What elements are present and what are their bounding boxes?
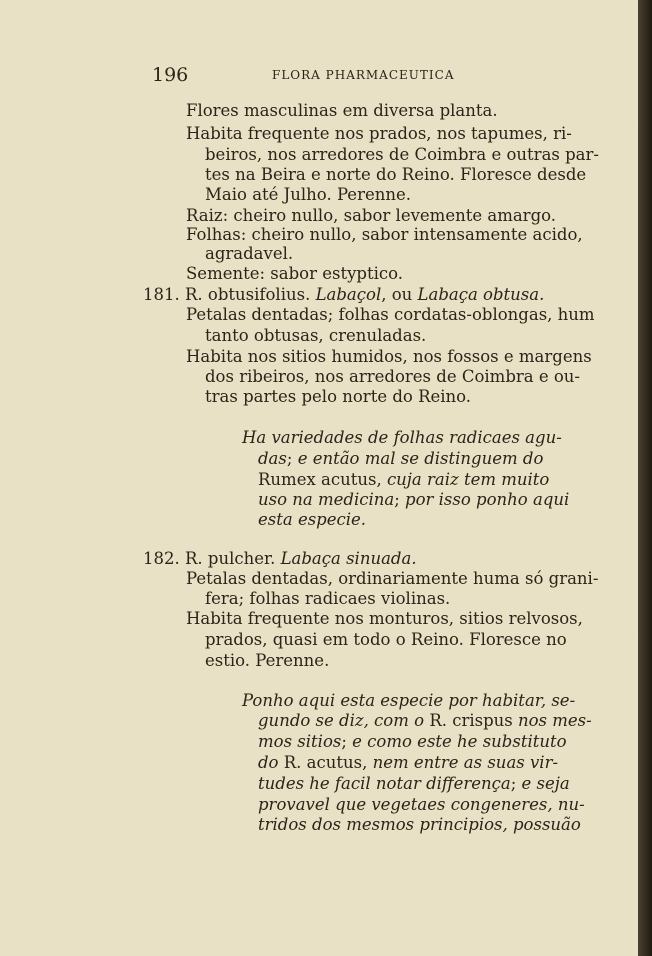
roman-text: dos ribeiros, nos arredores de Coimbra e ou- xyxy=(205,367,580,386)
roman-text: Folhas: cheiro nullo, sabor intensamente acido, xyxy=(186,225,583,244)
roman-text: tanto obtusas, crenuladas. xyxy=(205,326,427,345)
italic-text: cuja raiz tem muito xyxy=(386,470,550,489)
roman-text: Petalas dentadas; folhas cordatas-oblongas, hum xyxy=(186,305,595,324)
text-line xyxy=(258,490,569,510)
text-line xyxy=(205,165,586,185)
italic-text: mos sitios xyxy=(258,732,342,751)
roman-text: Habita nos sitios humidos, nos fossos e margens xyxy=(186,347,592,366)
text-line xyxy=(186,569,598,589)
roman-text: Habita frequente nos monturos, sitios relvosos, xyxy=(186,609,583,628)
text-line xyxy=(258,732,567,752)
roman-text: Raiz: cheiro nullo, sabor levemente amargo. xyxy=(186,206,557,225)
roman-text: tes na Beira e norte do Reino. Floresce desde xyxy=(205,165,587,184)
text-line xyxy=(258,774,570,794)
text-line xyxy=(258,510,366,530)
roman-text: ; xyxy=(394,490,406,509)
text-line xyxy=(258,753,558,773)
italic-text: Ponho aqui esta especie por habitar, se- xyxy=(242,691,576,710)
italic-text: esta especie. xyxy=(258,510,367,529)
roman-text: R. acutus, xyxy=(283,753,373,772)
roman-text: , ou xyxy=(381,285,418,304)
book-gutter xyxy=(638,0,652,956)
italic-text: Ha variedades de folhas radicaes agu- xyxy=(242,428,562,447)
italic-text: tridos dos mesmos principios, possuão xyxy=(258,815,581,834)
roman-text: ; xyxy=(510,774,522,793)
roman-text: Flores masculinas em diversa planta. xyxy=(186,101,498,120)
text-line xyxy=(205,367,580,387)
italic-text: do xyxy=(258,753,284,772)
text-line xyxy=(258,449,543,469)
italic-text: nos mes- xyxy=(518,711,592,730)
roman-text: 181. R. obtusifolius. xyxy=(143,285,316,304)
italic-text: por isso ponho aqui xyxy=(405,490,570,509)
roman-text: fera; folhas radicaes violinas. xyxy=(205,589,451,608)
text-line xyxy=(205,651,329,671)
text-line xyxy=(205,387,471,407)
text-line xyxy=(205,589,450,609)
italic-text: das xyxy=(258,449,287,468)
italic-text: e seja xyxy=(521,774,570,793)
roman-text: ; xyxy=(286,449,298,468)
text-line xyxy=(205,185,411,205)
italic-text: provavel que vegetaes congeneres, nu- xyxy=(258,795,585,814)
italic-text: e como este he substituto xyxy=(352,732,567,751)
text-line xyxy=(205,244,293,264)
roman-text: R. crispus xyxy=(429,711,518,730)
text-line xyxy=(205,630,567,650)
roman-text: Maio até Julho. Perenne. xyxy=(205,185,411,204)
italic-text: Labaça obtusa. xyxy=(417,285,545,304)
text-line xyxy=(205,145,599,165)
text-line xyxy=(242,691,575,711)
roman-text: prados, quasi em todo o Reino. Floresce no xyxy=(205,630,567,649)
italic-text: Labaçol xyxy=(315,285,382,304)
text-line xyxy=(258,795,585,815)
text-line xyxy=(242,428,562,448)
text-line xyxy=(186,124,572,144)
text-line xyxy=(186,101,498,121)
roman-text: beiros, nos arredores de Coimbra e outras par- xyxy=(205,145,599,164)
roman-text: tras partes pelo norte do Reino. xyxy=(205,387,472,406)
text-line xyxy=(258,815,581,835)
text-line xyxy=(186,264,403,284)
text-line xyxy=(205,326,426,346)
roman-text: Rumex acutus, xyxy=(258,470,387,489)
text-line xyxy=(258,470,549,490)
text-line xyxy=(143,285,544,305)
italic-text: nem entre as suas vir- xyxy=(372,753,559,772)
italic-text: uso na medicina xyxy=(258,490,395,509)
italic-text: tudes he facil notar differença xyxy=(258,774,511,793)
page-number: 196 xyxy=(152,64,189,86)
italic-text: e então mal se distinguem do xyxy=(297,449,544,468)
roman-text: ; xyxy=(341,732,353,751)
roman-text: Habita frequente nos prados, nos tapumes, ri- xyxy=(186,124,572,143)
text-line xyxy=(186,609,583,629)
roman-text: Semente: sabor estyptico. xyxy=(186,264,404,283)
text-line xyxy=(143,549,417,569)
text-line xyxy=(186,305,595,325)
italic-text: Labaça sinuada. xyxy=(280,549,417,568)
text-line xyxy=(186,206,556,226)
running-title: FLORA PHARMACEUTICA xyxy=(272,68,455,82)
italic-text: gundo se diz, com o xyxy=(258,711,430,730)
roman-text: 182. R. pulcher. xyxy=(143,549,281,568)
roman-text: agradavel. xyxy=(205,244,294,263)
text-line xyxy=(186,347,592,367)
text-line xyxy=(186,225,583,245)
roman-text: Petalas dentadas, ordinariamente huma só grani- xyxy=(186,569,599,588)
roman-text: estio. Perenne. xyxy=(205,651,330,670)
text-line xyxy=(258,711,592,731)
